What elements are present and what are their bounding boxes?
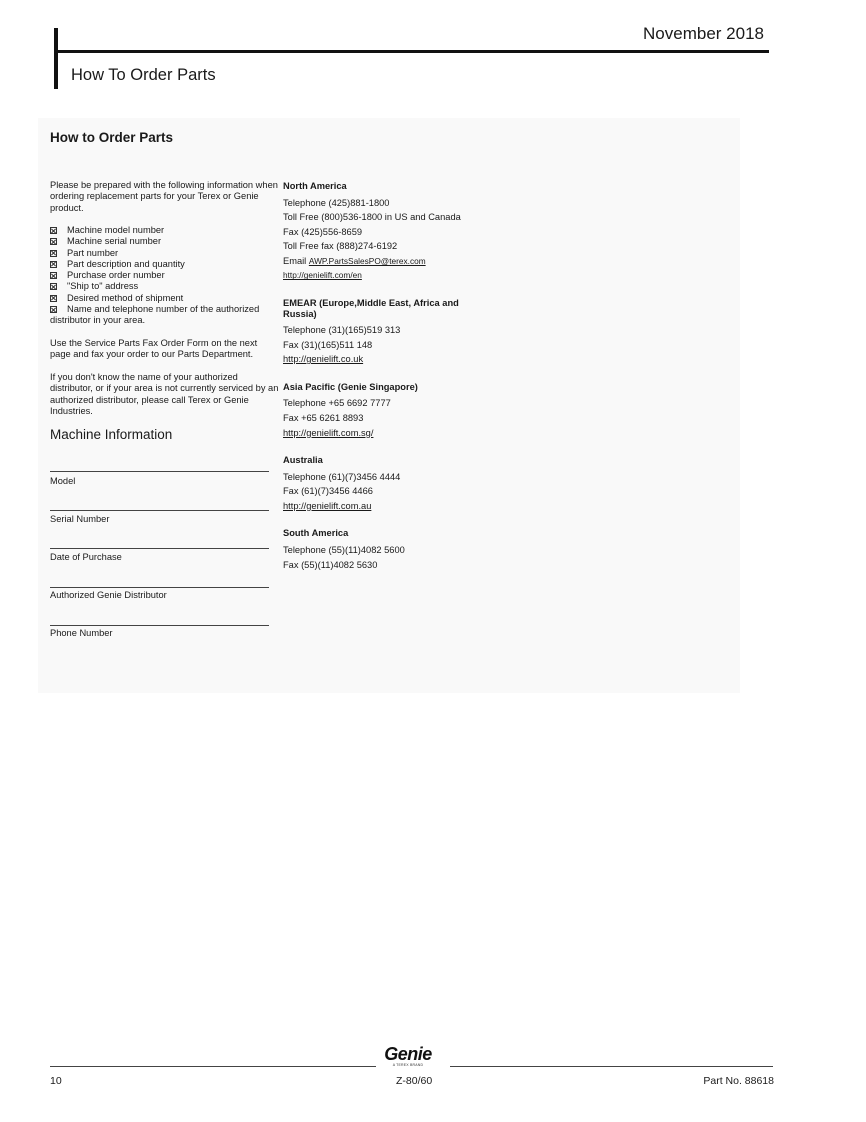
part-number: Part No. 88618 (703, 1075, 774, 1087)
toll-free-line: Toll Free (800)536-1800 in US and Canada (283, 212, 461, 223)
website-line (283, 268, 488, 283)
phone-line: Telephone (425)881-1800 (283, 197, 390, 208)
checklist-item: Purchase order number (50, 270, 278, 281)
fax-line: Fax (425)556-8659 (283, 226, 363, 237)
region-name: EMEAR (Europe,Middle East, Africa and Russia) (283, 298, 459, 319)
region-emear (283, 298, 488, 367)
intro-paragraph: Please be prepared with the following information when ordering replacement parts for your Terex or Genie product. (50, 180, 278, 213)
distributor-paragraph: If you don't know the name of your authorized distributor, or if your area is not currently serviced by an authorized distributor, please call Terex or Genie Industries. (50, 372, 279, 416)
machine-info-heading: Machine Information (50, 427, 173, 442)
checked-box-icon (50, 261, 57, 268)
distributor-field-label: Authorized Genie Distributor (50, 590, 167, 600)
website-line (283, 499, 488, 514)
website-link[interactable]: http://genielift.com.au (283, 500, 372, 511)
model-field-label: Model (50, 476, 76, 486)
region-name: Australia (283, 455, 323, 466)
phone-line: Telephone (61)(7)3456 4444 (283, 471, 401, 482)
email-line (283, 254, 488, 269)
checked-box-icon (50, 295, 57, 302)
serial-number-field-line[interactable] (50, 510, 269, 511)
region-north-america (283, 181, 488, 283)
page-number: 10 (50, 1075, 62, 1087)
page-title: How to Order Parts (50, 130, 174, 145)
phone-number-field-label: Phone Number (50, 628, 113, 638)
header-date: November 2018 (643, 24, 764, 43)
checklist-item: Name and telephone number of the authorized distributor in your area. (50, 304, 260, 326)
region-south-america (283, 528, 488, 572)
website-link[interactable]: http://genielift.com/en (283, 270, 362, 281)
website-line (283, 352, 488, 367)
phone-line: Telephone (31)(165)519 313 (283, 325, 401, 336)
footer-rule-right (450, 1066, 773, 1067)
footer-rule-left (50, 1066, 376, 1067)
toll-free-fax-line: Toll Free fax (888)274-6192 (283, 241, 398, 252)
checked-box-icon (50, 250, 57, 257)
order-info-checklist (50, 225, 278, 327)
checked-box-icon (50, 283, 57, 290)
checked-box-icon (50, 227, 57, 234)
checked-box-icon (50, 238, 57, 245)
email-label: Email (283, 255, 309, 266)
header-horizontal-rule (54, 50, 769, 53)
checklist-item: Machine model number (50, 225, 278, 236)
logo-tagline: A TEREX BRAND (392, 1063, 424, 1067)
regional-contacts (283, 181, 488, 587)
checklist-item: Desired method of shipment (50, 293, 278, 304)
website-link[interactable]: http://genielift.co.uk (283, 354, 364, 365)
website-line (283, 426, 488, 441)
date-of-purchase-field-line[interactable] (50, 548, 269, 549)
checked-box-icon (50, 306, 57, 313)
region-name: Asia Pacific (Genie Singapore) (283, 381, 418, 392)
checklist-item: "Ship to" address (50, 281, 278, 292)
fax-line: Fax (31)(165)511 148 (283, 339, 373, 350)
fax-line: Fax (61)(7)3456 4466 (283, 486, 373, 497)
email-link[interactable]: AWP.PartsSalesPO@terex.com (308, 255, 426, 266)
region-name: South America (283, 528, 349, 539)
region-australia (283, 455, 488, 513)
model-name: Z-80/60 (396, 1075, 433, 1087)
date-of-purchase-field-label: Date of Purchase (50, 552, 122, 562)
model-field-line[interactable] (50, 471, 269, 472)
checklist-item: Machine serial number (50, 236, 278, 247)
header-vertical-rule (54, 28, 58, 89)
logo-wordmark: Genie (384, 1044, 432, 1064)
fax-order-paragraph: Use the Service Parts Fax Order Form on the next page and fax your order to our Parts Department. (50, 338, 258, 360)
phone-line: Telephone (55)(11)4082 5600 (283, 544, 405, 555)
website-link[interactable]: http://genielift.com.sg/ (283, 427, 374, 438)
genie-logo (380, 1045, 436, 1067)
serial-number-field-label: Serial Number (50, 514, 110, 524)
section-title: How To Order Parts (71, 66, 216, 84)
fax-line: Fax +65 6261 8893 (283, 412, 364, 423)
checked-box-icon (50, 272, 57, 279)
phone-line: Telephone +65 6692 7777 (283, 398, 391, 409)
fax-line: Fax (55)(11)4082 5630 (283, 559, 378, 570)
distributor-field-line[interactable] (50, 587, 269, 588)
checklist-item: Part number (50, 248, 278, 259)
checklist-item: Part description and quantity (50, 259, 278, 270)
phone-number-field-line[interactable] (50, 625, 269, 626)
region-name: North America (283, 181, 347, 191)
region-asia-pacific (283, 382, 488, 440)
